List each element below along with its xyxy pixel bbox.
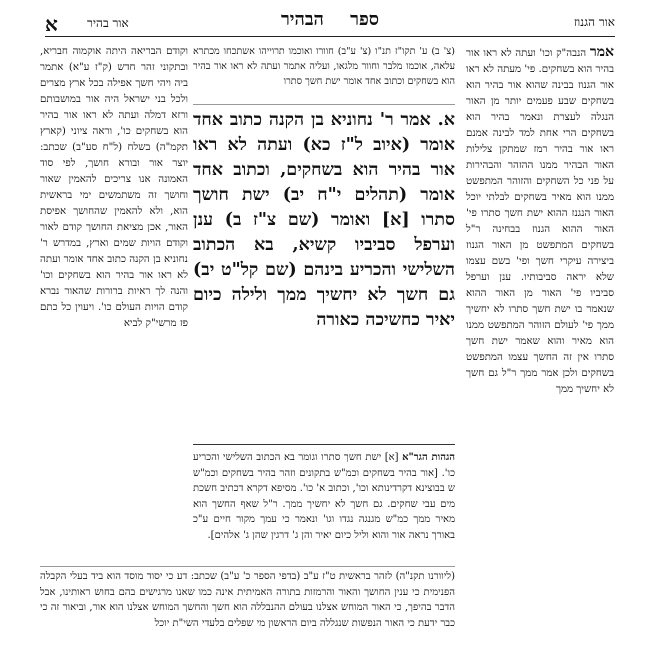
main-paragraph-marker: א.: [437, 110, 455, 130]
main-text-block: [193, 108, 455, 445]
header-section-name: אור הגנוז: [573, 15, 615, 29]
center-top-text: (צ' ב) ע' תקו"ז תנ"ו (צ' ע"ב) חוורו ואוכמו תרוייהו אשתכחו מכתרא עלאה, אוכמו מלבר וחוור מלגאו, ועליה אתמר ועתה לא ראו אור בהיר הוא בשחקים וכתוב אחד אומר ישת חשך סתרו: [193, 46, 455, 87]
main-text: אמר ר' נחוניא בן הקנה כתוב אחד אומר (איוב ל"ז כא) ועתה לא ראו אור בהיר הוא בשחקים, וכתוב אחד אומר (תהלים י"ח יב) ישת חושך סתרו [א] ואומר (שם צ"ז ב) ענן וערפל סביביו קשיא, בא הכתוב השלישי והכריע בינהם (שם קל"ט יב) גם חשך לא יחשיך ממך ולילה כיום יאיר כחשיכה כאורה: [193, 110, 455, 330]
commentary-right-text: הנבה"ק וכו' ועתה לא ראו אור בהיר הוא בשחקים. פי' מעתה לא ראו אור הגנוז בבינה שהוא אור בהיר הוא בשחקים שבע פעמים יותר מן האור הנגלה לעצרת ונאמר בהיר הוא בשחקים הרי אחת למד לבינה אמנם ראו אור בהיר רמז שמתקן צלילות האור הבהיר ממנו ההזהר והבהירות על פני כל השחקים והזוהר המתפשט ממנו הוא מאיר בשחקים לבלתי יוכל האור הנגנז ההוא ישת חשך סתרו פי' האור ההוא הגנוז בבחינה ר"ל בשחקים המתפשט מן האור הגנוז ביצירה עיקרי חשך ופי' בשם עצמו שלא יראה סביבותיו. ענן וערפל סביביו פי' האור מן האור ההוא שנאמר בו ישת חשך סתרו לא יחשיך ממך פי' לעולם הזוהר המתפשט ממנו הוא מאיר והוא שאמר ישת חשך סתרו אין זה החשך עצמו המתפשט בשחקים ולכן אמר ממך ר"ל גם חשך לא יחשיך ממך: [466, 48, 614, 395]
commentary-lead-word: אמר: [589, 44, 614, 60]
book-title-word: ספר: [350, 9, 380, 30]
notes-text: [א] ישת חשך סתרו וגומר בא הכתוב השלישי והכריע כו'. [אור בהיר בשחקים וכמ"ש בתקונים וזהר בהיר בשחקים וכמ"ש ש בבוצינא דקרדינותא וכו', וכתוב א' כו'. מסיפא דקרא דכתיב חשכת מים עבי שחקים. גם חשך לא יחשיך ממך. ר"ל שאף החשך הוא מאיר ממך כמ"ש מגנגה נגדו וגו' ונאמר כי עמך מקור חיים ע"כ באורך נראה אור והוא וליל כיום יאיר והן ג' דרגין שהן ג' אלהים].: [193, 452, 455, 541]
notes-block: [193, 450, 455, 560]
header-letter: א: [45, 12, 58, 36]
notes-title: הגהות הגר"א: [402, 452, 455, 463]
center-top-commentary: [193, 44, 455, 105]
commentary-left-text: וקודם הבריאה היתה אוקמוה חבריא, ובתקוני זהר חדש (ק"ז ע"א) אתמר ביה ויהי חשך אפילה בכל ארץ מצרים ולכל בני ישראל היה אור במושבותם ורזא דמלה ועתה לא ראו אור בהיר הוא בשחקים כו', וראה ציוני (קארץ תקמ"ה) בשלח (ל"ח סע"ב) שכתב: יוצר אור ובורא חושך, לפי סוד האמונה אנו צריכים להאמין שאור וחושך זה משתמשים ימי בראשית הוא, ולא להאמין שהחושך אפיסת האור, אכן מציאת החושך קודם לאור וקודם הויות שמים וארץ, במדרש ר' נחוניא בן הקנה כתוב אחד אומר ועתה לא ראו אור בהיר הוא בשחקים וכו' והנה לך ראיות ברורות שהאור נברא קודם הויות העולם כו'. ויעוין כל כתם פז מרשי"ק לביא: [40, 46, 188, 329]
commentary-left-column: [40, 44, 188, 640]
commentary-right-column: [466, 44, 614, 640]
book-title-word: הבהיר: [280, 9, 324, 30]
page-header: [45, 8, 615, 37]
bottom-commentary: [40, 566, 455, 650]
book-title: [45, 9, 615, 30]
bottom-commentary-text: (ליוורנו תקנ"ה) לזהר בראשית ט"ז ע"ב (בדפי הספר כ' ע"ב) שכתב: דע כי יסוד מוסד הוא ביד בעלי הקבלה הפנימית כי ענין החושך והאור והרמזות בתורה האמיתית אינה כמו שאנו מרגישים בהם בחוש ראותינו, אבל הדבר בהיפך, כי האור המוחש אצלנו בעולם ההנבללה הוא חשך והחשך המוחש אצלנו הוא אור, וביאור זה כי כבר ידעת כי האור הנפשות שנגללה ביום הראשון מי שפלים בלעדי השי"ת יוכל: [40, 571, 455, 629]
header-commentary-name: אור בהיר: [87, 16, 129, 30]
